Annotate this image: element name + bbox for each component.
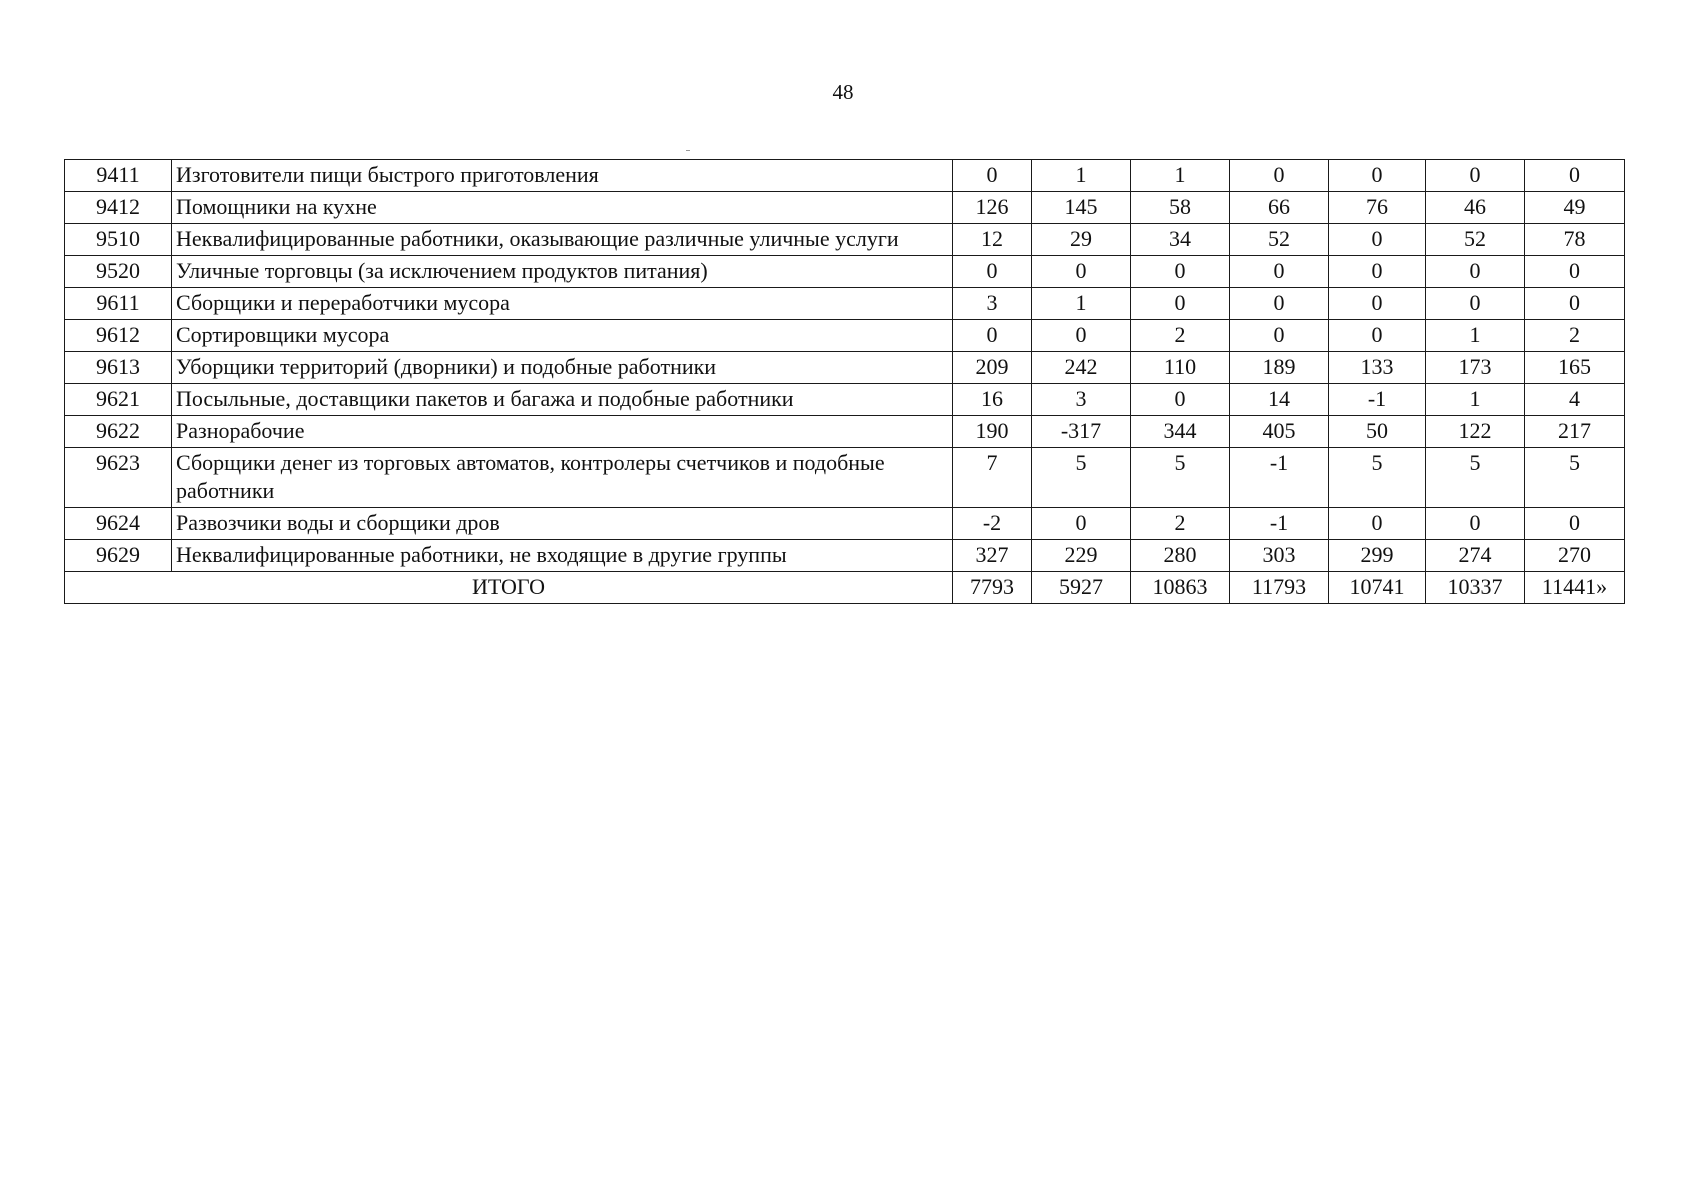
occupation-name: Сборщики и переработчики мусора [172, 288, 953, 320]
value-cell: 189 [1230, 352, 1329, 384]
value-cell: 1 [1426, 320, 1525, 352]
value-cell: 173 [1426, 352, 1525, 384]
value-cell: 0 [953, 320, 1032, 352]
occupation-name: Неквалифицированные работники, не входящие в другие группы [172, 540, 953, 572]
table-row [65, 540, 1625, 572]
table-body [65, 160, 1625, 604]
table-row [65, 508, 1625, 540]
value-cell: 190 [953, 416, 1032, 448]
value-cell: 0 [1329, 320, 1426, 352]
value-cell: 3 [953, 288, 1032, 320]
value-cell: 5 [1525, 448, 1625, 508]
value-cell: 0 [1230, 160, 1329, 192]
value-cell: 0 [1426, 508, 1525, 540]
occupation-code: 9510 [65, 224, 172, 256]
value-cell: 0 [1230, 288, 1329, 320]
table-row [65, 224, 1625, 256]
value-cell: 122 [1426, 416, 1525, 448]
value-cell: -2 [953, 508, 1032, 540]
occupation-name: Сборщики денег из торговых автоматов, контролеры счетчиков и подобные работники [172, 448, 953, 508]
value-cell: 5 [1329, 448, 1426, 508]
value-cell: 344 [1131, 416, 1230, 448]
value-cell: 0 [953, 256, 1032, 288]
occupation-code: 9621 [65, 384, 172, 416]
value-cell: 52 [1230, 224, 1329, 256]
occupation-name: Неквалифицированные работники, оказывающие различные уличные услуги [172, 224, 953, 256]
table-row [65, 288, 1625, 320]
value-cell: 165 [1525, 352, 1625, 384]
total-value-cell: 10741 [1329, 572, 1426, 604]
total-value-cell: 11441» [1525, 572, 1625, 604]
occupation-code: 9612 [65, 320, 172, 352]
value-cell: 76 [1329, 192, 1426, 224]
occupation-name: Посыльные, доставщики пакетов и багажа и подобные работники [172, 384, 953, 416]
value-cell: 0 [1329, 256, 1426, 288]
value-cell: 1 [1131, 160, 1230, 192]
value-cell: -1 [1230, 448, 1329, 508]
value-cell: 327 [953, 540, 1032, 572]
value-cell: 0 [1230, 256, 1329, 288]
occupation-code: 9412 [65, 192, 172, 224]
value-cell: 16 [953, 384, 1032, 416]
page-number: 48 [832, 80, 854, 104]
value-cell: 0 [1525, 160, 1625, 192]
employment-table [64, 159, 1625, 604]
total-value-cell: 7793 [953, 572, 1032, 604]
value-cell: 3 [1032, 384, 1131, 416]
occupation-name: Изготовители пищи быстрого приготовления [172, 160, 953, 192]
value-cell: 217 [1525, 416, 1625, 448]
scan-speck [686, 150, 690, 151]
value-cell: 299 [1329, 540, 1426, 572]
occupation-name: Развозчики воды и сборщики дров [172, 508, 953, 540]
value-cell: 0 [1329, 288, 1426, 320]
value-cell: 274 [1426, 540, 1525, 572]
value-cell: 5 [1032, 448, 1131, 508]
value-cell: -1 [1329, 384, 1426, 416]
value-cell: 46 [1426, 192, 1525, 224]
value-cell: 0 [1032, 320, 1131, 352]
occupation-code: 9622 [65, 416, 172, 448]
value-cell: 12 [953, 224, 1032, 256]
value-cell: 1 [1426, 384, 1525, 416]
value-cell: 0 [1329, 224, 1426, 256]
table-row [65, 320, 1625, 352]
value-cell: 49 [1525, 192, 1625, 224]
value-cell: 14 [1230, 384, 1329, 416]
value-cell: 0 [1426, 256, 1525, 288]
value-cell: 4 [1525, 384, 1625, 416]
value-cell: 34 [1131, 224, 1230, 256]
value-cell: 0 [1329, 508, 1426, 540]
value-cell: 2 [1131, 508, 1230, 540]
value-cell: 0 [1131, 288, 1230, 320]
value-cell: 5 [1131, 448, 1230, 508]
value-cell: 58 [1131, 192, 1230, 224]
value-cell: 280 [1131, 540, 1230, 572]
occupation-code: 9611 [65, 288, 172, 320]
total-value-cell: 5927 [1032, 572, 1131, 604]
total-label: ИТОГО [65, 572, 953, 604]
value-cell: 50 [1329, 416, 1426, 448]
value-cell: -317 [1032, 416, 1131, 448]
value-cell: 0 [1329, 160, 1426, 192]
occupation-name: Помощники на кухне [172, 192, 953, 224]
value-cell: 0 [1032, 256, 1131, 288]
value-cell: 270 [1525, 540, 1625, 572]
table-row [65, 416, 1625, 448]
value-cell: 0 [1131, 384, 1230, 416]
value-cell: 5 [1426, 448, 1525, 508]
value-cell: 0 [1426, 160, 1525, 192]
value-cell: 78 [1525, 224, 1625, 256]
value-cell: 229 [1032, 540, 1131, 572]
value-cell: 0 [1230, 320, 1329, 352]
value-cell: 7 [953, 448, 1032, 508]
value-cell: 126 [953, 192, 1032, 224]
total-value-cell: 10863 [1131, 572, 1230, 604]
table-row [65, 448, 1625, 508]
value-cell: 0 [1525, 508, 1625, 540]
occupation-code: 9623 [65, 448, 172, 508]
occupation-name: Разнорабочие [172, 416, 953, 448]
value-cell: 0 [1525, 256, 1625, 288]
table-row [65, 160, 1625, 192]
value-cell: 0 [1032, 508, 1131, 540]
occupation-code: 9520 [65, 256, 172, 288]
table-row [65, 192, 1625, 224]
occupation-code: 9629 [65, 540, 172, 572]
value-cell: 2 [1525, 320, 1625, 352]
value-cell: 0 [1525, 288, 1625, 320]
occupation-code: 9624 [65, 508, 172, 540]
table-row [65, 256, 1625, 288]
value-cell: 29 [1032, 224, 1131, 256]
total-row [65, 572, 1625, 604]
occupation-name: Уличные торговцы (за исключением продуктов питания) [172, 256, 953, 288]
total-value-cell: 10337 [1426, 572, 1525, 604]
value-cell: 209 [953, 352, 1032, 384]
value-cell: 110 [1131, 352, 1230, 384]
value-cell: 0 [1426, 288, 1525, 320]
occupation-code: 9613 [65, 352, 172, 384]
value-cell: 405 [1230, 416, 1329, 448]
occupation-code: 9411 [65, 160, 172, 192]
table-row [65, 352, 1625, 384]
value-cell: 2 [1131, 320, 1230, 352]
value-cell: 303 [1230, 540, 1329, 572]
value-cell: -1 [1230, 508, 1329, 540]
value-cell: 0 [953, 160, 1032, 192]
value-cell: 52 [1426, 224, 1525, 256]
value-cell: 1 [1032, 288, 1131, 320]
occupation-name: Уборщики территорий (дворники) и подобные работники [172, 352, 953, 384]
value-cell: 145 [1032, 192, 1131, 224]
value-cell: 242 [1032, 352, 1131, 384]
value-cell: 1 [1032, 160, 1131, 192]
table-row [65, 384, 1625, 416]
total-value-cell: 11793 [1230, 572, 1329, 604]
value-cell: 133 [1329, 352, 1426, 384]
value-cell: 66 [1230, 192, 1329, 224]
value-cell: 0 [1131, 256, 1230, 288]
occupation-name: Сортировщики мусора [172, 320, 953, 352]
